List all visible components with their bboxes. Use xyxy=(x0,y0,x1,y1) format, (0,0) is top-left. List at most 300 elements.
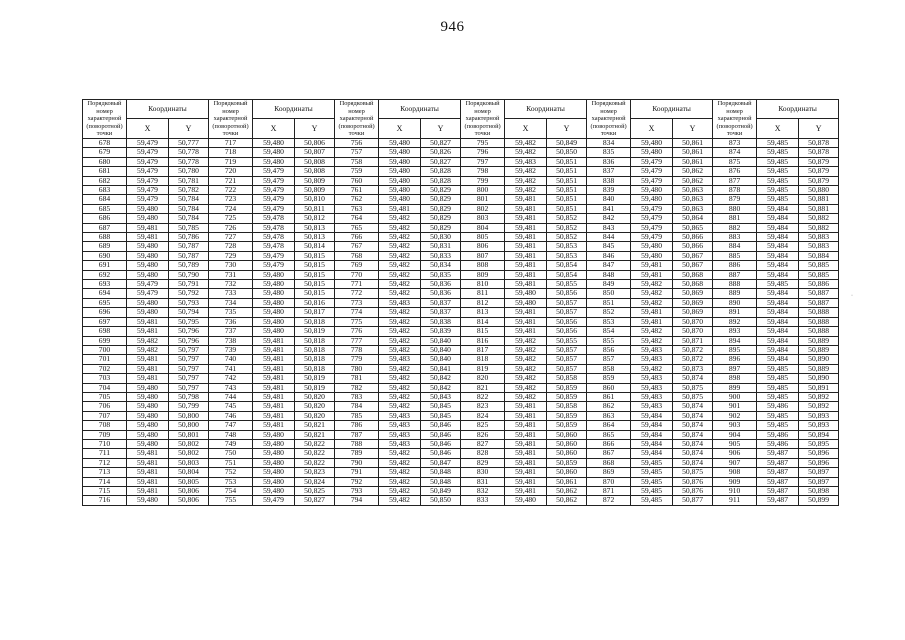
x-cell: 59,482 xyxy=(631,364,673,373)
y-cell: 50,879 xyxy=(799,176,839,185)
point-number-cell: 805 xyxy=(461,233,505,242)
point-number-cell: 686 xyxy=(83,214,127,223)
y-cell: 50,846 xyxy=(421,430,461,439)
x-cell: 59,482 xyxy=(631,280,673,289)
point-number-cell: 782 xyxy=(335,383,379,392)
y-cell: 50,871 xyxy=(673,336,713,345)
x-cell: 59,482 xyxy=(379,458,421,467)
y-cell: 50,801 xyxy=(169,430,209,439)
point-number-cell: 840 xyxy=(587,195,631,204)
x-cell: 59,484 xyxy=(757,355,799,364)
x-cell: 59,485 xyxy=(631,496,673,505)
point-number-cell: 691 xyxy=(83,261,127,270)
y-cell: 50,818 xyxy=(295,336,335,345)
y-cell: 50,861 xyxy=(673,157,713,166)
y-cell: 50,851 xyxy=(547,157,587,166)
point-number-cell: 816 xyxy=(461,336,505,345)
y-cell: 50,842 xyxy=(421,383,461,392)
point-number-cell: 680 xyxy=(83,157,127,166)
point-number-cell: 895 xyxy=(713,345,757,354)
x-cell: 59,479 xyxy=(253,261,295,270)
x-cell: 59,481 xyxy=(253,383,295,392)
point-number-cell: 818 xyxy=(461,355,505,364)
point-number-cell: 825 xyxy=(461,421,505,430)
point-number-cell: 867 xyxy=(587,449,631,458)
x-cell: 59,479 xyxy=(253,167,295,176)
x-cell: 59,484 xyxy=(757,233,799,242)
point-number-cell: 813 xyxy=(461,308,505,317)
x-cell: 59,484 xyxy=(757,214,799,223)
y-cell: 50,888 xyxy=(799,317,839,326)
table-row xyxy=(83,477,839,486)
table-row xyxy=(83,186,839,195)
point-number-cell: 888 xyxy=(713,280,757,289)
point-number-cell: 780 xyxy=(335,364,379,373)
x-cell: 59,480 xyxy=(379,157,421,166)
y-cell: 50,897 xyxy=(799,477,839,486)
point-number-cell: 713 xyxy=(83,468,127,477)
x-cell: 59,483 xyxy=(505,157,547,166)
y-cell: 50,858 xyxy=(547,402,587,411)
point-number-cell: 699 xyxy=(83,336,127,345)
y-cell: 50,845 xyxy=(421,411,461,420)
x-cell: 59,480 xyxy=(127,402,169,411)
y-cell: 50,892 xyxy=(799,392,839,401)
point-number-cell: 884 xyxy=(713,242,757,251)
point-number-cell: 731 xyxy=(209,270,253,279)
table-row xyxy=(83,411,839,420)
y-cell: 50,859 xyxy=(547,383,587,392)
y-cell: 50,859 xyxy=(547,421,587,430)
y-cell: 50,883 xyxy=(799,233,839,242)
coordinates-header: Координаты xyxy=(757,100,839,119)
point-number-cell: 721 xyxy=(209,176,253,185)
x-cell: 59,480 xyxy=(379,176,421,185)
x-cell: 59,480 xyxy=(379,195,421,204)
table-row xyxy=(83,261,839,270)
y-cell: 50,827 xyxy=(421,138,461,147)
point-number-cell: 718 xyxy=(209,148,253,157)
x-cell: 59,480 xyxy=(253,458,295,467)
x-cell: 59,481 xyxy=(127,317,169,326)
table-row xyxy=(83,336,839,345)
x-cell: 59,481 xyxy=(127,223,169,232)
point-number-cell: 885 xyxy=(713,251,757,260)
x-cell: 59,486 xyxy=(757,430,799,439)
y-cell: 50,806 xyxy=(295,138,335,147)
x-cell: 59,480 xyxy=(127,298,169,307)
point-number-cell: 783 xyxy=(335,392,379,401)
coordinates-header: Координаты xyxy=(253,100,335,119)
point-number-cell: 838 xyxy=(587,176,631,185)
y-cell: 50,874 xyxy=(673,430,713,439)
y-cell: 50,782 xyxy=(169,186,209,195)
x-cell: 59,481 xyxy=(253,374,295,383)
table-row xyxy=(83,421,839,430)
x-cell: 59,481 xyxy=(505,430,547,439)
point-number-cell: 898 xyxy=(713,374,757,383)
x-cell: 59,481 xyxy=(505,487,547,496)
x-cell: 59,480 xyxy=(127,430,169,439)
x-axis-header: X xyxy=(253,118,295,138)
x-cell: 59,480 xyxy=(379,138,421,147)
point-number-cell: 791 xyxy=(335,468,379,477)
table-row xyxy=(83,496,839,505)
x-cell: 59,480 xyxy=(253,327,295,336)
y-cell: 50,857 xyxy=(547,355,587,364)
point-number-cell: 711 xyxy=(83,449,127,458)
point-number-cell: 692 xyxy=(83,270,127,279)
point-number-cell: 690 xyxy=(83,251,127,260)
point-number-cell: 733 xyxy=(209,289,253,298)
x-cell: 59,481 xyxy=(127,477,169,486)
x-cell: 59,485 xyxy=(757,138,799,147)
y-cell: 50,891 xyxy=(799,383,839,392)
point-number-cell: 848 xyxy=(587,270,631,279)
y-cell: 50,802 xyxy=(169,449,209,458)
point-number-cell: 881 xyxy=(713,214,757,223)
y-cell: 50,854 xyxy=(547,270,587,279)
y-cell: 50,882 xyxy=(799,223,839,232)
point-number-cell: 747 xyxy=(209,421,253,430)
x-cell: 59,481 xyxy=(253,345,295,354)
point-number-cell: 894 xyxy=(713,336,757,345)
x-cell: 59,481 xyxy=(253,355,295,364)
y-cell: 50,866 xyxy=(673,233,713,242)
point-number-cell: 727 xyxy=(209,233,253,242)
y-cell: 50,806 xyxy=(169,496,209,505)
y-axis-header: Y xyxy=(169,118,209,138)
y-cell: 50,804 xyxy=(169,468,209,477)
point-number-cell: 868 xyxy=(587,458,631,467)
table-row xyxy=(83,308,839,317)
point-number-cell: 864 xyxy=(587,421,631,430)
x-cell: 59,480 xyxy=(253,439,295,448)
y-cell: 50,859 xyxy=(547,392,587,401)
y-cell: 50,840 xyxy=(421,355,461,364)
point-number-cell: 865 xyxy=(587,430,631,439)
x-cell: 59,480 xyxy=(631,138,673,147)
y-cell: 50,813 xyxy=(295,233,335,242)
point-number-cell: 708 xyxy=(83,421,127,430)
y-cell: 50,843 xyxy=(421,392,461,401)
x-cell: 59,482 xyxy=(379,251,421,260)
point-number-cell: 879 xyxy=(713,195,757,204)
x-cell: 59,481 xyxy=(505,477,547,486)
y-cell: 50,805 xyxy=(169,477,209,486)
x-cell: 59,484 xyxy=(757,251,799,260)
y-cell: 50,819 xyxy=(295,327,335,336)
y-cell: 50,825 xyxy=(295,487,335,496)
x-cell: 59,479 xyxy=(631,233,673,242)
y-cell: 50,856 xyxy=(547,317,587,326)
y-cell: 50,894 xyxy=(799,430,839,439)
y-cell: 50,796 xyxy=(169,327,209,336)
y-cell: 50,876 xyxy=(673,487,713,496)
y-cell: 50,879 xyxy=(799,157,839,166)
x-cell: 59,481 xyxy=(505,458,547,467)
point-number-cell: 705 xyxy=(83,392,127,401)
x-cell: 59,480 xyxy=(505,496,547,505)
x-cell: 59,482 xyxy=(379,317,421,326)
point-number-cell: 779 xyxy=(335,355,379,364)
table-row xyxy=(83,430,839,439)
point-number-cell: 740 xyxy=(209,355,253,364)
x-cell: 59,482 xyxy=(379,289,421,298)
point-number-cell: 910 xyxy=(713,487,757,496)
y-cell: 50,821 xyxy=(295,430,335,439)
y-cell: 50,823 xyxy=(295,468,335,477)
x-cell: 59,482 xyxy=(631,327,673,336)
point-number-cell: 735 xyxy=(209,308,253,317)
x-cell: 59,480 xyxy=(127,251,169,260)
point-number-cell: 814 xyxy=(461,317,505,326)
point-number-cell: 738 xyxy=(209,336,253,345)
point-number-cell: 896 xyxy=(713,355,757,364)
x-cell: 59,481 xyxy=(127,355,169,364)
y-cell: 50,855 xyxy=(547,336,587,345)
x-cell: 59,481 xyxy=(505,242,547,251)
x-cell: 59,485 xyxy=(757,364,799,373)
y-cell: 50,863 xyxy=(673,186,713,195)
point-number-cell: 716 xyxy=(83,496,127,505)
x-cell: 59,481 xyxy=(253,364,295,373)
x-cell: 59,479 xyxy=(127,148,169,157)
point-number-cell: 795 xyxy=(461,138,505,147)
point-number-cell: 757 xyxy=(335,148,379,157)
point-number-cell: 769 xyxy=(335,261,379,270)
x-cell: 59,480 xyxy=(127,270,169,279)
x-cell: 59,485 xyxy=(757,280,799,289)
y-cell: 50,829 xyxy=(421,214,461,223)
y-cell: 50,800 xyxy=(169,421,209,430)
y-cell: 50,827 xyxy=(295,496,335,505)
y-cell: 50,859 xyxy=(547,458,587,467)
y-cell: 50,818 xyxy=(295,355,335,364)
x-cell: 59,480 xyxy=(127,392,169,401)
y-cell: 50,812 xyxy=(295,214,335,223)
table-row xyxy=(83,138,839,147)
x-axis-header: X xyxy=(379,118,421,138)
x-cell: 59,480 xyxy=(127,411,169,420)
y-cell: 50,887 xyxy=(799,298,839,307)
x-cell: 59,482 xyxy=(505,374,547,383)
table-row xyxy=(83,449,839,458)
y-cell: 50,874 xyxy=(673,421,713,430)
point-number-cell: 754 xyxy=(209,487,253,496)
y-cell: 50,795 xyxy=(169,317,209,326)
y-cell: 50,899 xyxy=(799,496,839,505)
x-cell: 59,480 xyxy=(253,449,295,458)
y-cell: 50,857 xyxy=(547,364,587,373)
x-cell: 59,482 xyxy=(505,383,547,392)
y-cell: 50,793 xyxy=(169,298,209,307)
point-number-cell: 873 xyxy=(713,138,757,147)
y-cell: 50,874 xyxy=(673,439,713,448)
point-number-cell: 798 xyxy=(461,167,505,176)
point-number-cell: 802 xyxy=(461,204,505,213)
point-number-cell: 682 xyxy=(83,176,127,185)
point-number-cell: 826 xyxy=(461,430,505,439)
y-cell: 50,815 xyxy=(295,280,335,289)
x-cell: 59,485 xyxy=(757,157,799,166)
point-number-cell: 781 xyxy=(335,374,379,383)
x-cell: 59,483 xyxy=(631,392,673,401)
point-number-cell: 760 xyxy=(335,176,379,185)
y-cell: 50,829 xyxy=(421,204,461,213)
x-cell: 59,481 xyxy=(127,449,169,458)
point-number-cell: 704 xyxy=(83,383,127,392)
y-cell: 50,829 xyxy=(421,195,461,204)
x-cell: 59,487 xyxy=(757,458,799,467)
y-cell: 50,857 xyxy=(547,308,587,317)
x-cell: 59,482 xyxy=(379,308,421,317)
y-cell: 50,862 xyxy=(673,167,713,176)
x-cell: 59,479 xyxy=(253,204,295,213)
y-cell: 50,797 xyxy=(169,345,209,354)
x-cell: 59,480 xyxy=(253,157,295,166)
x-cell: 59,482 xyxy=(505,345,547,354)
point-number-header: Порядковый номер характерной (поворотной) точки xyxy=(587,100,631,139)
x-cell: 59,484 xyxy=(757,345,799,354)
table-row xyxy=(83,345,839,354)
x-cell: 59,480 xyxy=(127,308,169,317)
point-number-cell: 844 xyxy=(587,233,631,242)
y-axis-header: Y xyxy=(295,118,335,138)
y-cell: 50,873 xyxy=(673,364,713,373)
point-number-cell: 824 xyxy=(461,411,505,420)
y-cell: 50,850 xyxy=(547,148,587,157)
y-cell: 50,840 xyxy=(421,336,461,345)
table-row xyxy=(83,176,839,185)
x-cell: 59,479 xyxy=(127,195,169,204)
y-cell: 50,827 xyxy=(421,157,461,166)
y-cell: 50,838 xyxy=(421,317,461,326)
point-number-cell: 862 xyxy=(587,402,631,411)
point-number-cell: 897 xyxy=(713,364,757,373)
x-cell: 59,480 xyxy=(127,383,169,392)
y-cell: 50,860 xyxy=(547,449,587,458)
x-cell: 59,479 xyxy=(631,214,673,223)
y-cell: 50,857 xyxy=(547,345,587,354)
x-cell: 59,480 xyxy=(253,148,295,157)
y-cell: 50,820 xyxy=(295,411,335,420)
x-cell: 59,481 xyxy=(127,233,169,242)
x-cell: 59,481 xyxy=(505,421,547,430)
y-cell: 50,866 xyxy=(673,242,713,251)
x-cell: 59,481 xyxy=(505,251,547,260)
point-number-cell: 712 xyxy=(83,458,127,467)
point-number-cell: 807 xyxy=(461,251,505,260)
point-number-cell: 739 xyxy=(209,345,253,354)
x-cell: 59,487 xyxy=(757,468,799,477)
x-cell: 59,481 xyxy=(127,364,169,373)
y-cell: 50,851 xyxy=(547,195,587,204)
y-cell: 50,859 xyxy=(547,411,587,420)
x-cell: 59,481 xyxy=(505,468,547,477)
y-cell: 50,797 xyxy=(169,383,209,392)
y-cell: 50,852 xyxy=(547,233,587,242)
x-cell: 59,482 xyxy=(505,167,547,176)
point-number-cell: 889 xyxy=(713,289,757,298)
y-cell: 50,890 xyxy=(799,355,839,364)
y-cell: 50,787 xyxy=(169,242,209,251)
x-cell: 59,484 xyxy=(757,204,799,213)
x-cell: 59,484 xyxy=(757,242,799,251)
point-number-cell: 729 xyxy=(209,251,253,260)
y-cell: 50,865 xyxy=(673,223,713,232)
point-number-cell: 874 xyxy=(713,148,757,157)
table-row xyxy=(83,327,839,336)
y-cell: 50,889 xyxy=(799,345,839,354)
x-cell: 59,480 xyxy=(253,270,295,279)
point-number-cell: 767 xyxy=(335,242,379,251)
point-number-cell: 707 xyxy=(83,411,127,420)
x-cell: 59,482 xyxy=(379,374,421,383)
y-cell: 50,833 xyxy=(421,251,461,260)
y-cell: 50,881 xyxy=(799,195,839,204)
y-cell: 50,803 xyxy=(169,458,209,467)
y-cell: 50,802 xyxy=(169,439,209,448)
x-cell: 59,479 xyxy=(127,167,169,176)
x-cell: 59,480 xyxy=(379,186,421,195)
point-number-cell: 720 xyxy=(209,167,253,176)
point-number-cell: 776 xyxy=(335,327,379,336)
x-cell: 59,481 xyxy=(505,204,547,213)
coordinates-header: Координаты xyxy=(127,100,209,119)
point-number-cell: 861 xyxy=(587,392,631,401)
x-cell: 59,480 xyxy=(127,439,169,448)
point-number-cell: 737 xyxy=(209,327,253,336)
x-cell: 59,484 xyxy=(631,439,673,448)
point-number-cell: 722 xyxy=(209,186,253,195)
y-cell: 50,780 xyxy=(169,167,209,176)
x-cell: 59,483 xyxy=(379,298,421,307)
point-number-cell: 808 xyxy=(461,261,505,270)
point-number-cell: 799 xyxy=(461,176,505,185)
x-cell: 59,481 xyxy=(379,204,421,213)
y-cell: 50,810 xyxy=(295,195,335,204)
y-cell: 50,817 xyxy=(295,308,335,317)
y-cell: 50,815 xyxy=(295,289,335,298)
y-cell: 50,852 xyxy=(547,214,587,223)
x-cell: 59,482 xyxy=(505,138,547,147)
x-axis-header: X xyxy=(631,118,673,138)
point-number-cell: 819 xyxy=(461,364,505,373)
x-cell: 59,480 xyxy=(253,308,295,317)
point-number-cell: 851 xyxy=(587,298,631,307)
y-cell: 50,797 xyxy=(169,364,209,373)
x-cell: 59,483 xyxy=(631,345,673,354)
y-cell: 50,885 xyxy=(799,261,839,270)
x-cell: 59,483 xyxy=(379,421,421,430)
y-cell: 50,800 xyxy=(169,411,209,420)
point-number-header: Порядковый номер характерной (поворотной) точки xyxy=(209,100,253,139)
y-cell: 50,818 xyxy=(295,364,335,373)
x-cell: 59,482 xyxy=(631,298,673,307)
x-cell: 59,481 xyxy=(253,392,295,401)
x-cell: 59,483 xyxy=(631,402,673,411)
y-cell: 50,818 xyxy=(295,317,335,326)
point-number-cell: 762 xyxy=(335,195,379,204)
point-number-cell: 892 xyxy=(713,317,757,326)
point-number-cell: 801 xyxy=(461,195,505,204)
x-cell: 59,482 xyxy=(379,402,421,411)
point-number-cell: 683 xyxy=(83,186,127,195)
y-cell: 50,815 xyxy=(295,261,335,270)
point-number-cell: 860 xyxy=(587,383,631,392)
y-cell: 50,863 xyxy=(673,195,713,204)
